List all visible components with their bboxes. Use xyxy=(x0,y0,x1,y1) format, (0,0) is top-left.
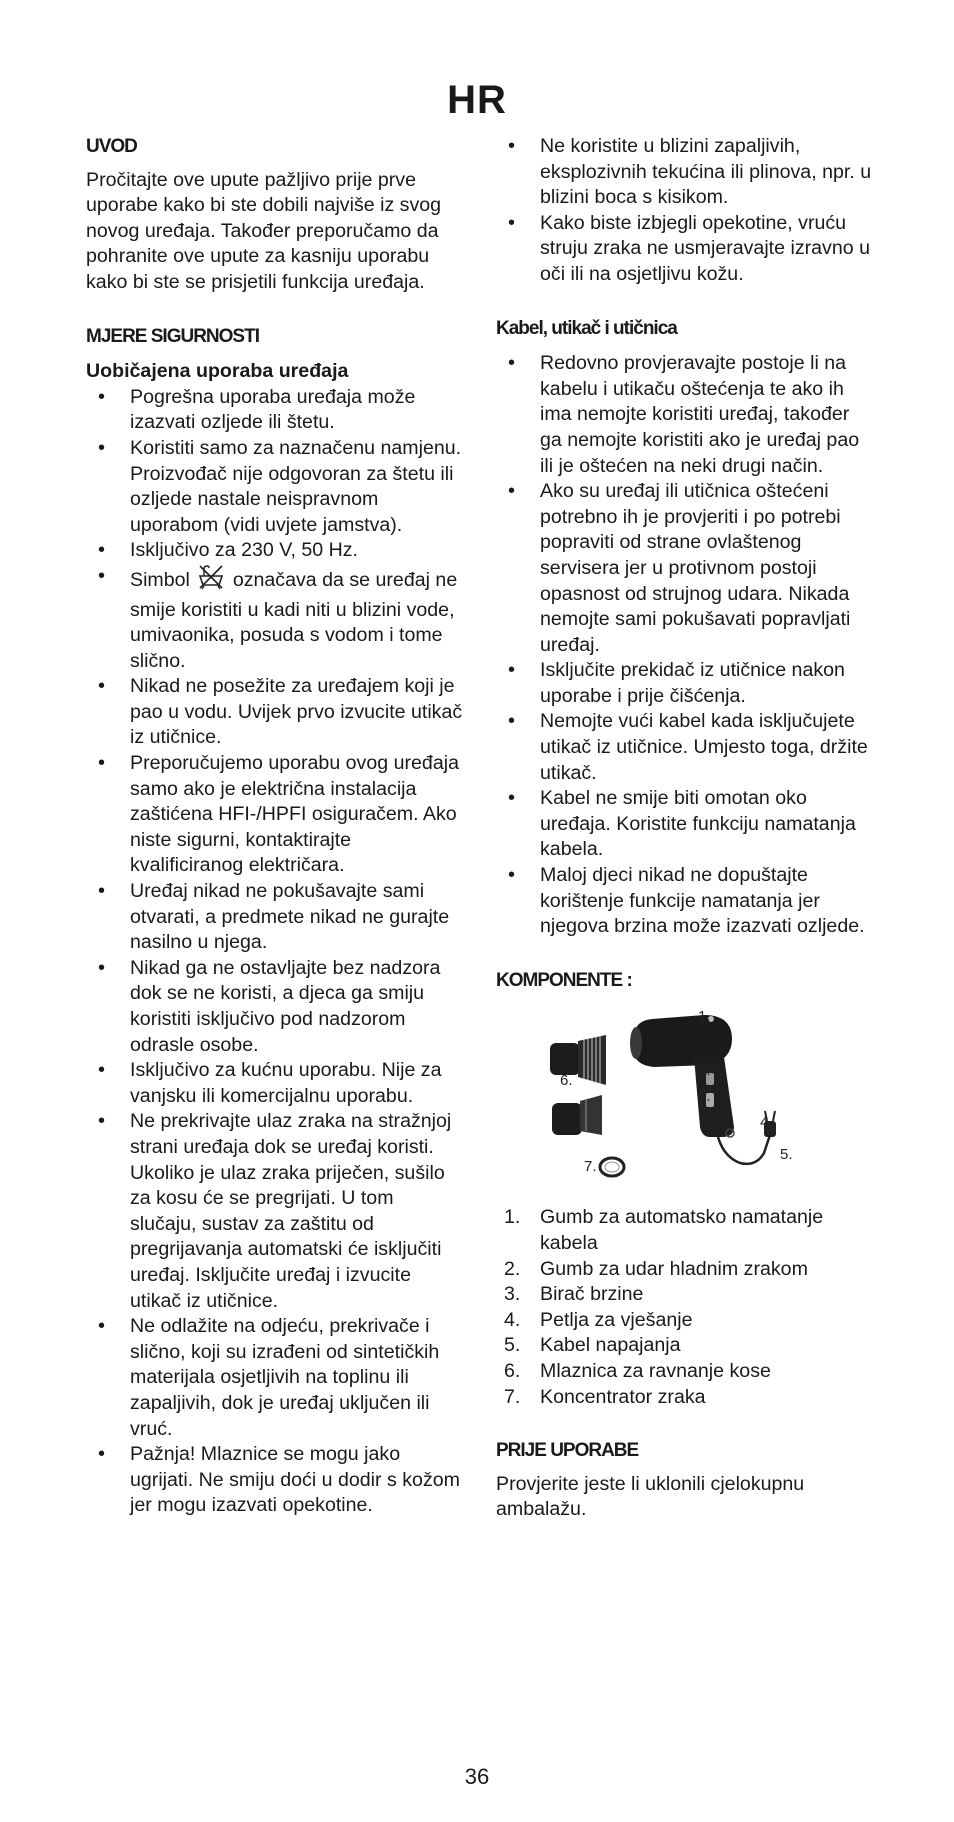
list-item: • Redovno provjeravajte postoje li na kabelu i utikaču oštećenja te ako ih ima nemojte koristiti uređaj, također ga nemojte koristiti ako je uređaj pao ili je oštećen na neki drugi način. xyxy=(496,351,876,479)
list-item xyxy=(496,1333,876,1359)
page-number: 36 xyxy=(464,1764,490,1789)
figure-label-4: 4. xyxy=(760,1114,773,1132)
list-number: 5. xyxy=(504,1334,521,1357)
hair-dryer-diagram xyxy=(534,1007,834,1187)
list-item: • Nikad ga ne ostavljajte bez nadzora dok se ne koristi, a djeca ga smiju koristiti isključivo pod nadzorom odrasle osobe. xyxy=(86,956,464,1058)
list-number: 7. xyxy=(504,1385,521,1408)
list-number: 2. xyxy=(504,1257,521,1280)
safety-subheading: Uobičajena uporaba uređaja xyxy=(86,360,349,383)
list-number: 3. xyxy=(504,1283,521,1306)
components-list xyxy=(496,1205,876,1410)
hair-dryer-body-drawing xyxy=(630,1015,734,1137)
list-item: • Maloj djeci nikad ne dopuštajte korištenje funkcije namatanja jer njegova brzina može izazvati ozljede. xyxy=(496,863,876,940)
symbol-text-after: označava da se uređaj ne smije koristiti u kadi niti u blizini vode, umivaonika, posuda s vodom i tome slično. xyxy=(130,568,458,672)
list-item: • Preporučujemo uporabu ovog uređaja samo ako je električna instalacija zaštićena HFI-/HPFI osiguračem. Ako niste sigurni, kontaktirajte kvalificiranog električara. xyxy=(86,751,464,879)
no-bathtub-icon xyxy=(197,564,225,598)
figure-label-5: 5. xyxy=(780,1146,793,1164)
right-column xyxy=(496,134,876,1523)
list-item: • Isključivo za 230 V, 50 Hz. xyxy=(86,538,464,564)
list-item: • Isključivo za kućnu uporabu. Nije za vanjsku ili komercijalnu uporabu. xyxy=(86,1058,464,1109)
list-number: 6. xyxy=(504,1359,521,1382)
list-item: • Nikad ne posežite za uređajem koji je pao u vodu. Uvijek prvo izvucite utikač iz utičnice. xyxy=(86,674,464,751)
list-text: Gumb za udar hladnim zrakom xyxy=(540,1257,808,1280)
list-item: • Pažnja! Mlaznice se mogu jako ugrijati. Ne smiju doći u dodir s kožom jer mogu izazvati opekotine. xyxy=(86,1442,464,1519)
before-use-heading: PRIJE UPORABE xyxy=(496,1440,639,1462)
list-item: • Isključite prekidač iz utičnice nakon uporabe i prije čišćenja. xyxy=(496,658,876,709)
list-item: • Kako biste izbjegli opekotine, vruću struju zraka ne usmjeravajte izravno u oči ili na osjetljivu kožu. xyxy=(496,211,876,288)
list-text: Koncentrator zraka xyxy=(540,1385,706,1408)
figure-label-3: 3. xyxy=(698,1088,711,1106)
figure-label-6: 6. xyxy=(560,1072,573,1090)
intro-text: Pročitajte ove upute pažljivo prije prve uporabe kako bi ste dobili najviše iz svog novog uređaja. Također preporučamo da pohranite ove upute za kasniju uporabu kako bi ste se prisjetili funkcija uređaja. xyxy=(86,168,442,293)
list-item: • Kabel ne smije biti omotan oko uređaja. Koristite funkciju namatanja kabela. xyxy=(496,786,876,863)
list-item: • Nemojte vući kabel kada isključujete utikač iz utičnice. Umjesto toga, držite utikač. xyxy=(496,709,876,786)
list-item: • Ne odlažite na odjeću, prekrivače i slično, koji su izrađeni od sintetičkih materijala osjetljivih na toplinu ili zapaljivih, dok je uređaj uključen ili vruć. xyxy=(86,1314,464,1442)
safety-list-continued xyxy=(496,134,876,288)
list-item-symbol xyxy=(86,564,464,674)
components-heading: KOMPONENTE : xyxy=(496,969,632,991)
list-item: • Uređaj nikad ne pokušavajte sami otvarati, a predmete nikad ne gurajte nasilno u njega. xyxy=(86,879,464,956)
list-text: Gumb za automatsko namatanje kabela xyxy=(540,1206,824,1254)
safety-heading: MJERE SIGURNOSTI xyxy=(86,325,259,347)
straightener-nozzle-drawing xyxy=(550,1035,606,1085)
figure-label-7: 7. xyxy=(584,1158,597,1176)
cable-heading: Kabel, utikač i utičnica xyxy=(496,317,677,339)
before-use-text: Provjerite jeste li uklonili cjelokupnu ambalažu. xyxy=(496,1472,805,1521)
list-item xyxy=(496,1205,876,1256)
list-item: • Ako su uređaj ili utičnica oštećeni potrebno ih je provjeriti i po potrebi popraviti od strane ovlaštenog servisera jer u protivnom postoji opasnost od strujnog udara. Nikada nemojte sami pokušavati popravljati uređaj. xyxy=(496,479,876,658)
list-item: • Ne prekrivajte ulaz zraka na stražnjoj strani uređaja dok se uređaj koristi. Ukoliko je ulaz zraka priječen, sušilo za kosu će se pregrijati. U tom slučaju, sustav za zaštitu od pregrijavanja automatski će isključiti uređaj. Isključite uređaj i izvucite utikač iz utičnice. xyxy=(86,1109,464,1314)
language-heading: HR xyxy=(447,78,507,122)
figure-label-1: 1. xyxy=(698,1008,711,1026)
list-text: Birač brzine xyxy=(540,1283,644,1306)
left-column xyxy=(86,134,464,1519)
hanging-ring-drawing xyxy=(600,1158,624,1176)
cable-list xyxy=(496,351,876,940)
list-number: 4. xyxy=(504,1308,521,1331)
list-item xyxy=(496,1308,876,1334)
list-text: Kabel napajanja xyxy=(540,1334,681,1357)
list-item xyxy=(496,1257,876,1283)
list-number: 1. xyxy=(504,1206,521,1229)
list-item xyxy=(496,1385,876,1411)
symbol-text-before: Simbol xyxy=(130,568,190,591)
intro-heading: UVOD xyxy=(86,136,137,157)
safety-list xyxy=(86,385,464,1519)
list-text: Petlja za vješanje xyxy=(540,1308,693,1331)
list-item xyxy=(496,1359,876,1385)
list-item: • Ne koristite u blizini zapaljivih, eksplozivnih tekućina ili plinova, npr. u blizini boca s kisikom. xyxy=(496,134,876,211)
concentrator-nozzle-drawing xyxy=(552,1095,602,1135)
list-item: • Koristiti samo za naznačenu namjenu. Proizvođač nije odgovoran za štetu ili ozljede nastale neispravnom uporabom (vidi uvjete jamstva). xyxy=(86,436,464,538)
list-item: • Pogrešna uporaba uređaja može izazvati ozljede ili štetu. xyxy=(86,385,464,436)
figure-label-2: 2. xyxy=(698,1062,711,1080)
list-text: Mlaznica za ravnanje kose xyxy=(540,1359,771,1382)
list-item xyxy=(496,1282,876,1308)
